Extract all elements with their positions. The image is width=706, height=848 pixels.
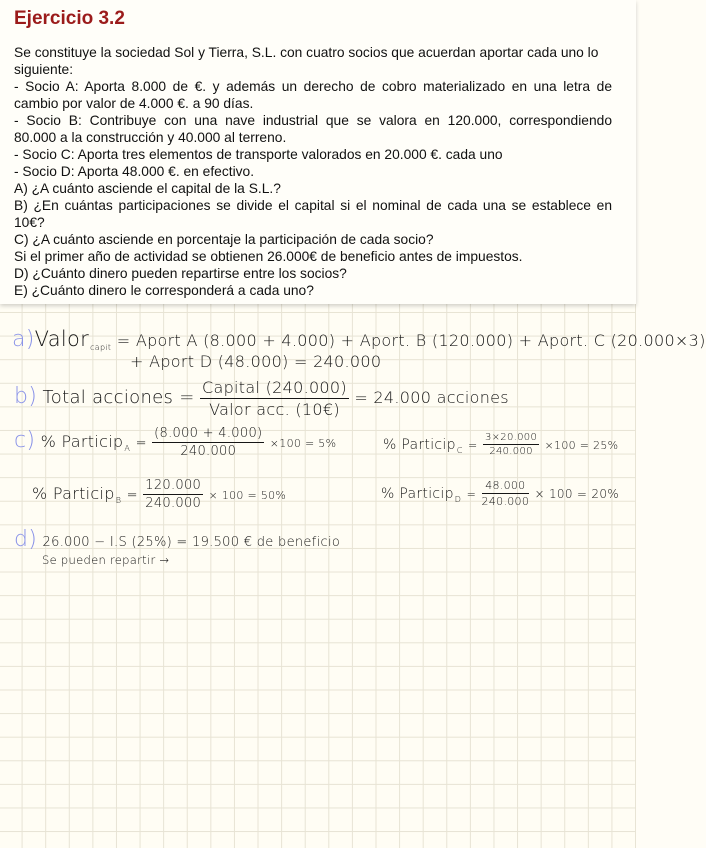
statement-line: siguiente:	[14, 62, 74, 77]
exercise-text	[14, 44, 612, 299]
statement-line: - Socio A: Aporta 8.000 de €. y además un derecho de cobro materializado en una letra de	[14, 79, 612, 94]
question-b-cont: 10€?	[14, 215, 45, 230]
statement-line: - Socio B: Contribuye con una nave industrial que se valora en 120.000, correspondiendo	[14, 113, 612, 128]
particip-d-word: % Particip	[381, 486, 454, 502]
exercise-statement	[0, 0, 636, 304]
answer-d-expression: 26.000 − I.S (25%) = 19.500 € de beneficio	[42, 535, 341, 550]
particip-c-den: 240.000	[489, 446, 533, 457]
statement-line: 80.000 a la construcción y 40.000 al terreno.	[14, 130, 287, 145]
answer-b	[14, 378, 509, 419]
statement-line: Si el primer año de actividad se obtienen 26.000€ de beneficio antes de impuestos.	[14, 249, 523, 264]
particip-a-eq: =	[135, 436, 147, 451]
particip-c-num: 3×20.000	[484, 432, 538, 443]
answer-a-word: Valor	[34, 327, 90, 351]
grid-paper	[0, 304, 706, 848]
question-b: B) ¿En cuántas participaciones se divide el capital si el nominal de cada una se establece en	[14, 198, 612, 213]
answer-c-socio-a	[14, 426, 336, 459]
question-d: D) ¿Cuánto dinero pueden repartirse entre los socios?	[14, 266, 347, 281]
particip-d-fraction	[482, 479, 530, 508]
statement-line: - Socio C: Aporta tres elementos de transporte valorados en 20.000 €. cada uno	[14, 147, 503, 162]
answer-d-label: d)	[14, 527, 38, 552]
statement-line: Se constituye la sociedad Sol y Tierra, S.L. con cuatro socios que acuerdan aportar cada uno lo	[14, 45, 599, 60]
particip-a-word: % Particip	[40, 432, 124, 451]
answer-b-label: b)	[14, 384, 38, 409]
particip-c-eq: =	[468, 439, 478, 452]
particip-c-word: % Particip	[383, 437, 456, 453]
particip-b-result: × 100 = 50%	[208, 489, 287, 502]
answer-c-socio-d	[381, 479, 619, 508]
answer-a-expression: = Aport A (8.000 + 4.000) + Aport. B (120.000) + Aport. C (20.000×3)	[116, 331, 706, 350]
particip-d-den: 240.000	[481, 495, 530, 508]
answer-b-result: = 24.000 acciones	[354, 388, 509, 407]
answer-c-socio-b	[32, 478, 286, 511]
answer-a-label: a)	[12, 327, 35, 352]
answer-a-subscript: capit	[90, 343, 112, 352]
particip-d-result: × 100 = 20%	[534, 487, 619, 501]
answer-b-numerator: Capital (240.000)	[202, 378, 347, 397]
answer-b-fraction	[200, 378, 349, 419]
answer-a-line1	[12, 327, 706, 352]
answer-b-denominator: Valor acc. (10€)	[209, 400, 340, 419]
particip-b-fraction	[143, 478, 203, 511]
particip-b-eq: =	[126, 488, 138, 503]
statement-line: - Socio D: Aporta 48.000 €. en efectivo.	[14, 164, 255, 179]
particip-a-den: 240.000	[180, 444, 237, 459]
particip-b-den: 240.000	[145, 496, 202, 511]
answer-a-line2: + Aport D (48.000) = 240.000	[130, 352, 382, 371]
answer-b-text: Total acciones =	[42, 387, 195, 408]
particip-d-num: 48.000	[482, 479, 530, 494]
question-c: C) ¿A cuánto asciende en porcentaje la participación de cada socio?	[14, 232, 434, 247]
particip-c-fraction	[483, 432, 539, 457]
particip-a-sub: A	[124, 444, 131, 453]
answer-c-socio-c	[383, 432, 618, 457]
particip-c-sub: C	[456, 446, 463, 455]
statement-line: cambio por valor de 4.000 €. a 90 días.	[14, 96, 254, 111]
answer-c-label: c)	[14, 428, 36, 453]
particip-a-num: (8.000 + 4.000)	[154, 426, 263, 441]
particip-a-fraction	[152, 426, 264, 459]
particip-b-sub: B	[115, 496, 122, 505]
answer-d-line2: Se pueden repartir →	[42, 553, 170, 567]
particip-b-num: 120.000	[145, 478, 202, 493]
answer-d-line1	[14, 527, 340, 552]
question-a: A) ¿A cuánto asciende el capital de la S.L.?	[14, 181, 281, 196]
particip-c-result: ×100 = 25%	[544, 439, 619, 452]
question-e: E) ¿Cuánto dinero le corresponderá a cada uno?	[14, 283, 314, 298]
exercise-title: Ejercicio 3.2	[14, 8, 125, 29]
particip-d-sub: D	[454, 495, 462, 504]
particip-b-word: % Particip	[32, 484, 115, 503]
particip-d-eq: =	[466, 488, 477, 501]
particip-a-result: ×100 = 5%	[269, 437, 337, 450]
